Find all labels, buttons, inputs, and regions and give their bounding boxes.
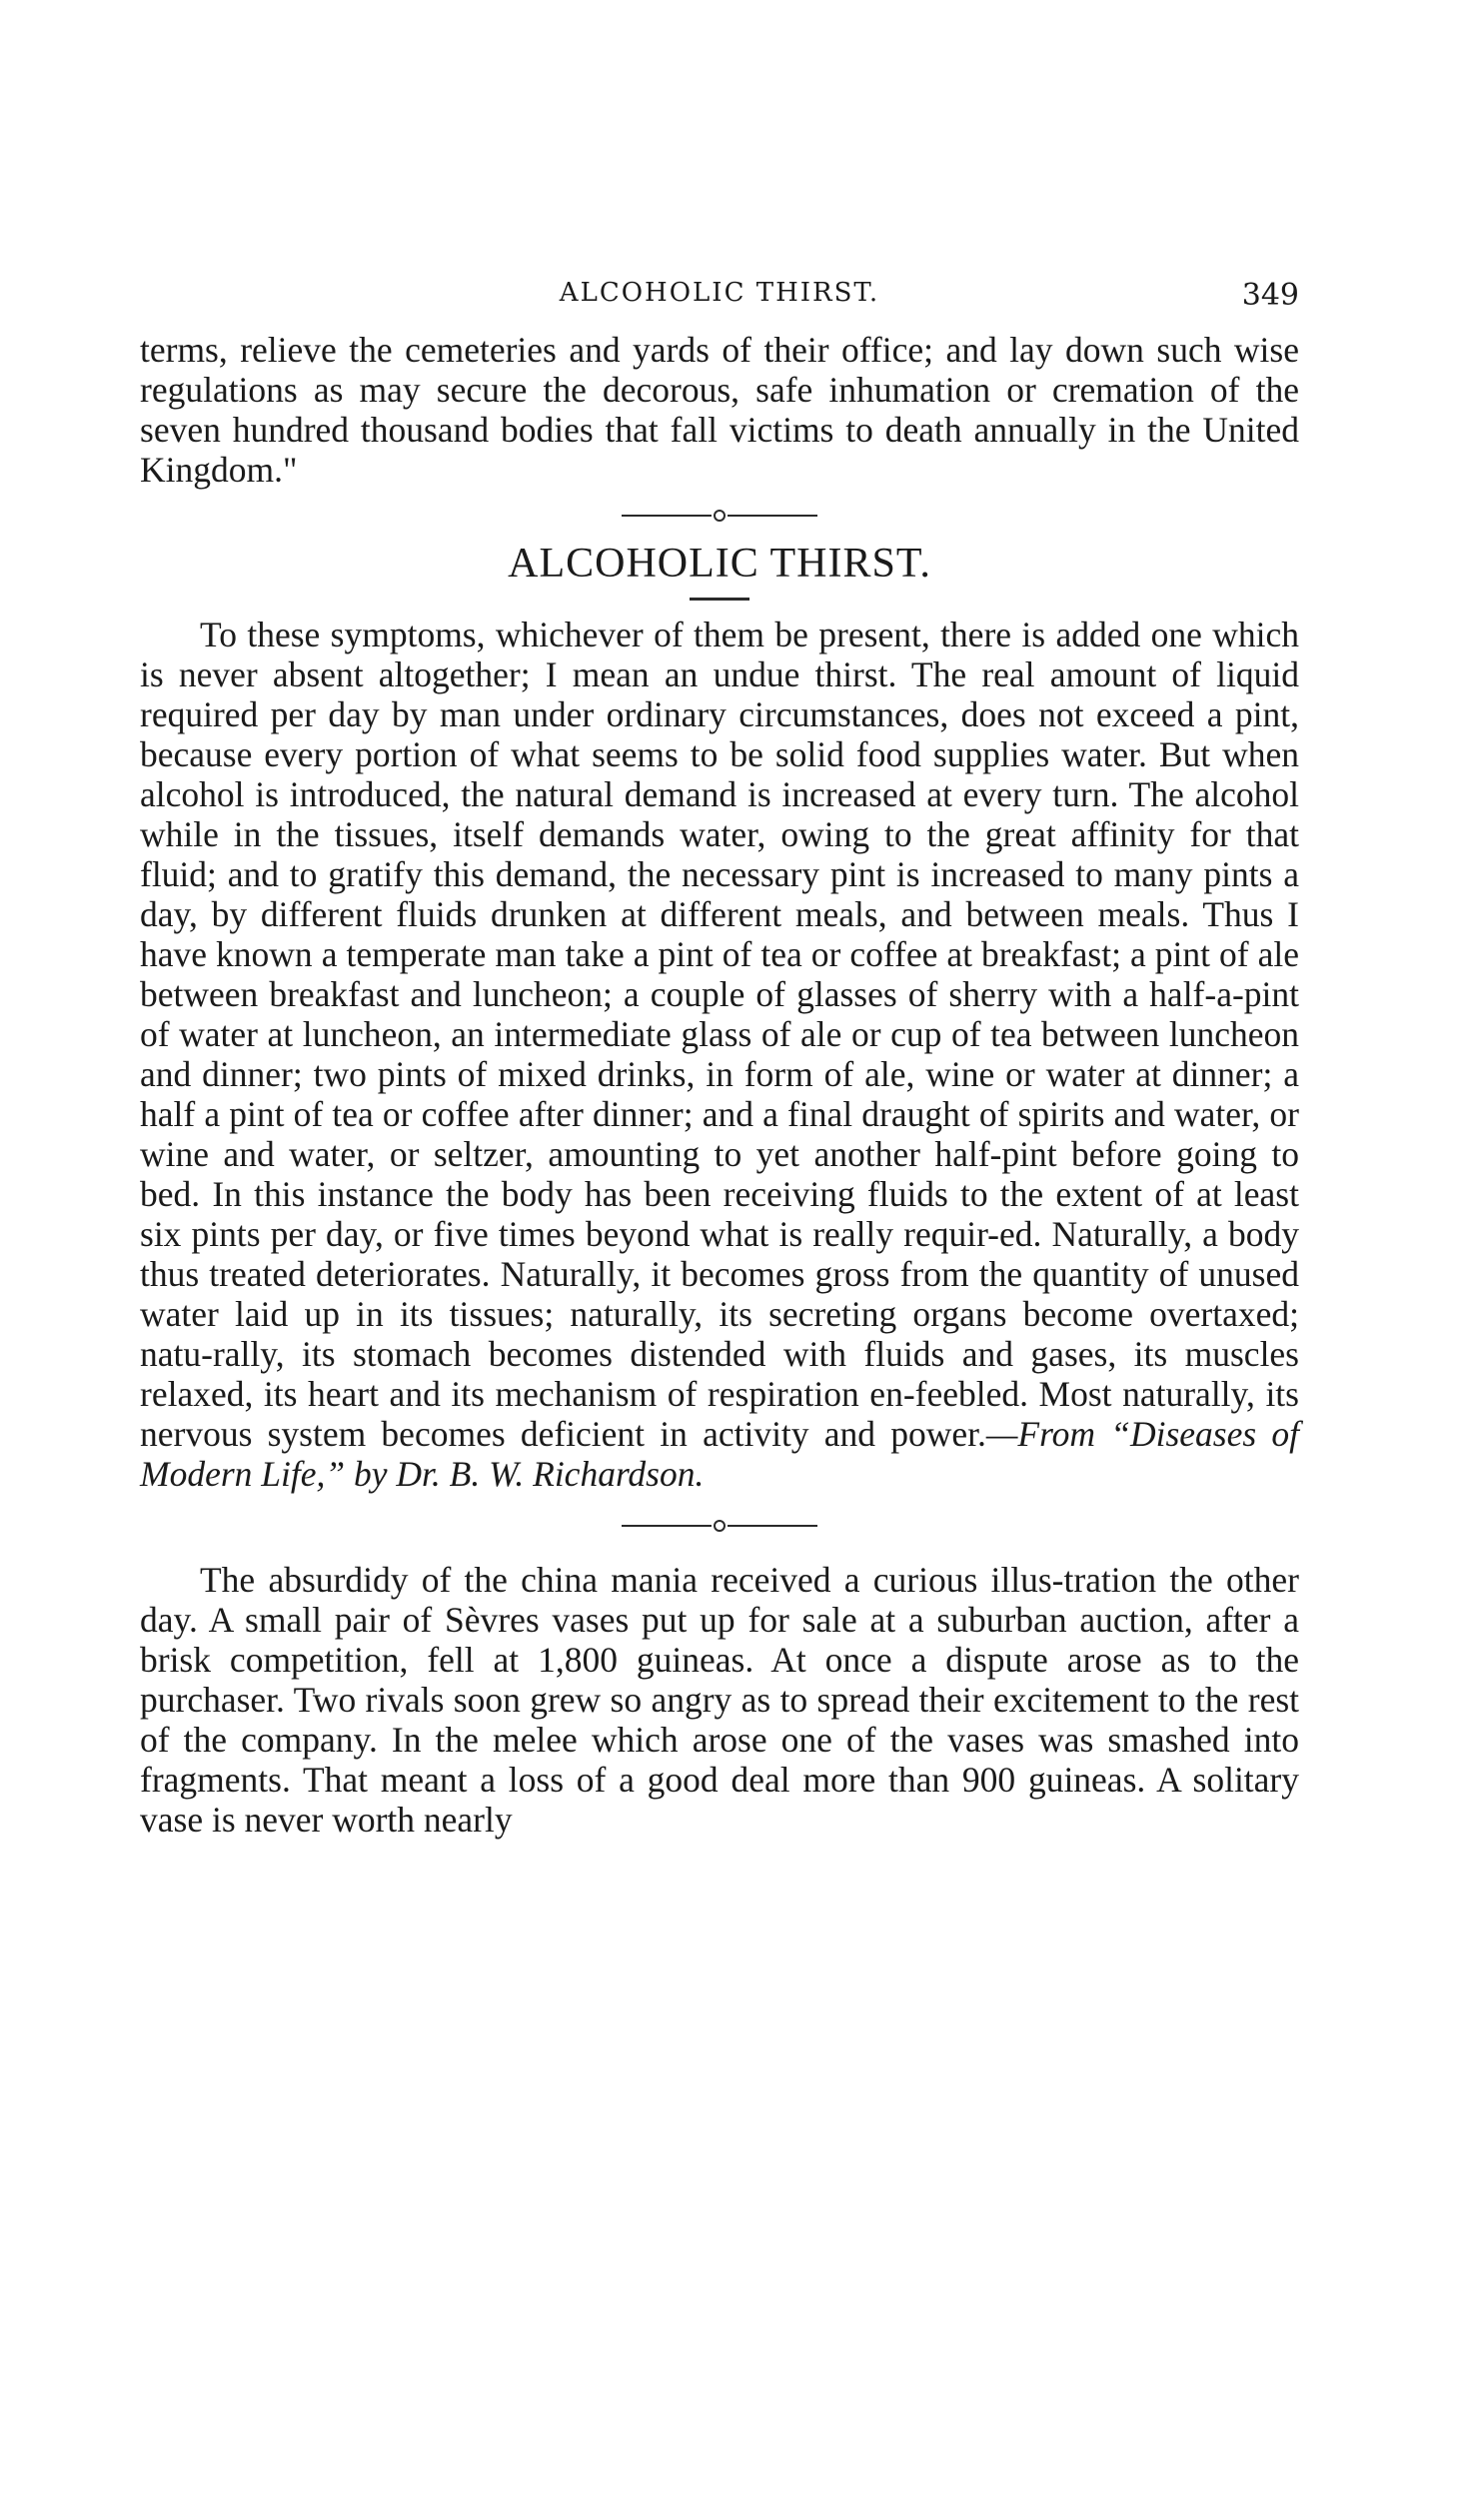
title-rule xyxy=(690,598,749,601)
closing-paragraph: The absurdidy of the china mania received a curious illus-tration the other day. A small pair of Sèvres vases put up for sale at a suburban auction, after a brisk competition, fell at 1,800 guineas. At once a dispute arose as to the purchaser. Two rivals soon grew so angry as to spread their excitement to the rest of the company. In the melee which arose one of the vases was smashed into fragments. That meant a loss of a good deal more than 900 guineas. A solitary vase is never worth nearly xyxy=(140,1560,1299,1840)
divider-ornament-icon xyxy=(714,510,726,522)
divider-line-right xyxy=(728,515,817,517)
attribution: —From “Diseases of Modern Life,” by Dr. B. W. Richardson. xyxy=(140,1414,1299,1494)
divider-line-left xyxy=(622,1525,712,1527)
section-divider xyxy=(140,496,1299,536)
book-page xyxy=(140,278,1299,1840)
section-divider-2 xyxy=(140,1506,1299,1546)
running-head xyxy=(140,278,1299,322)
running-head-title: ALCOHOLIC THIRST. xyxy=(559,278,880,308)
opening-paragraph: terms, relieve the cemeteries and yards of their office; and lay down such wise regulations as may secure the decorous, safe inhumation or cremation of the seven hundred thousand bodies that fall victims to death annually in the United Kingdom." xyxy=(140,330,1299,490)
divider-line-left xyxy=(622,515,712,517)
page-number: 349 xyxy=(1241,278,1299,313)
section-paragraph-text: To these symptoms, whichever of them be present, there is added one which is never absent altogether; I mean an undue thirst. The real amount of liquid required per day by man under ordinary circumstances, does not exceed a pint, because every portion of what seems to be solid food supplies water. But when alcohol is introduced, the natural demand is increased at every turn. The alcohol while in the tissues, itself demands water, owing to the great affinity for that fluid; and to gratify this demand, the necessary pint is increased to many pints a day, by different fluids drunken at different meals, and between meals. Thus I have known a temperate man take a pint of tea or coffee at breakfast; a pint of ale between breakfast and luncheon; a couple of glasses of sherry with a half-a-pint of water at luncheon, an intermediate glass of ale or cup of tea between luncheon and dinner; two pints of mixed drinks, in form of ale, wine or water at dinner; a half a pint of tea or coffee after dinner; and a final draught of spirits and water, or wine and water, or seltzer, amounting to yet another half-pint before going to bed. In this instance the body has been receiving fluids to the extent of at least six pints per day, or five times beyond what is really requir-ed. Naturally, a body thus treated deteriorates. Naturally, it becomes gross from the quantity of unused water laid up in its tissues; naturally, its secreting organs become overtaxed; natu-rally, its stomach becomes distended with fluids and gases, its muscles relaxed, its heart and its mechanism of respiration en-feebled. Most naturally, its nervous system becomes deficient in activity and power. xyxy=(140,615,1299,1454)
section-title: ALCOHOLIC THIRST. xyxy=(508,541,931,587)
section-paragraph xyxy=(140,615,1299,1494)
divider-line-right xyxy=(728,1525,817,1527)
divider-ornament-icon xyxy=(714,1520,726,1532)
